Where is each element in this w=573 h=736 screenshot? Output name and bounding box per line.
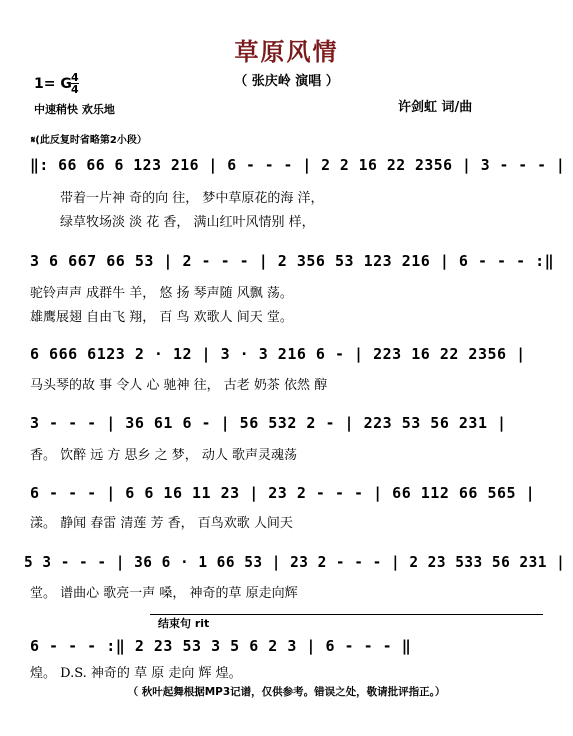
key-signature: 1= G [34, 76, 72, 92]
notation-row-3: 6 666 6123 2 · 12 | 3 · 3 216 6 - | 223 16 22 2356 | [30, 345, 526, 363]
repeat-note: 𝄋(此反复时省略第2小段） [31, 135, 147, 146]
meter-bottom: 4 [71, 83, 79, 96]
composer-credit: 许剑虹 词/曲 [398, 100, 473, 115]
lyric-row-1a: 带着一片神 奇的向 往， 梦中草原花的海 洋， [60, 191, 324, 206]
lyric-row-4: 香。 饮醉 远 方 思乡 之 梦， 动人 歌声灵魂荡 [30, 448, 298, 463]
song-title: 草原风情 [234, 38, 339, 66]
meter-top: 4 [71, 71, 79, 84]
lyric-row-2b: 雄鹰展翅 自由飞 翔， 百 鸟 欢歌人 间天 堂。 [30, 310, 293, 325]
footnote: （ 秋叶起舞根据MP3记谱，仅供参考。错误之处，敬请批评指正。） [127, 686, 446, 698]
singer-credit: （ 张庆岭 演唱 ） [234, 74, 339, 89]
lyric-row-2a: 驼铃声声 成群牛 羊， 悠 扬 琴声随 风飘 荡。 [30, 286, 293, 301]
ending-label: 结束句 rit [158, 617, 210, 630]
tempo-marking: 中速稍快 欢乐地 [34, 103, 115, 116]
lyric-row-7: 煌。 D.S. 神奇的 草 原 走向 辉 煌。 [30, 666, 242, 681]
notation-row-1: ‖: 66 66 6 123 216 | 6 - - - | 2 2 16 22 2356 | 3 - - - | [30, 156, 566, 174]
lyric-row-6: 堂。 谱曲心 歌亮一声 嗓， 神奇的草 原走向辉 [30, 586, 298, 601]
lyric-row-1b: 绿草牧场淡 淡 花 香， 满山红叶风情别 样， [60, 215, 315, 230]
lyric-row-5: 漾。 静闻 春雷 清莲 芳 香， 百鸟欢歌 人间天 [30, 516, 293, 531]
notation-row-7: 6 - - - :‖ 2 23 53 3 5 6 2 3 | 6 - - - ‖ [30, 637, 412, 655]
notation-row-2: 3 6 667 66 53 | 2 - - - | 2 356 53 123 216 | 6 - - - :‖ [30, 252, 555, 270]
notation-row-6: 5 3 - - - | 36 6 · 1 66 53 | 23 2 - - - | 2 23 533 56 231 | [24, 553, 566, 571]
time-signature [71, 72, 79, 95]
lyric-row-3: 马头琴的故 事 令人 心 驰神 往， 古老 奶茶 依然 醇 [30, 378, 328, 393]
notation-row-4: 3 - - - | 36 61 6 - | 56 532 2 - | 223 53 56 231 | [30, 414, 507, 432]
notation-row-5: 6 - - - | 6 6 16 11 23 | 23 2 - - - | 66 112 66 565 | [30, 484, 536, 502]
